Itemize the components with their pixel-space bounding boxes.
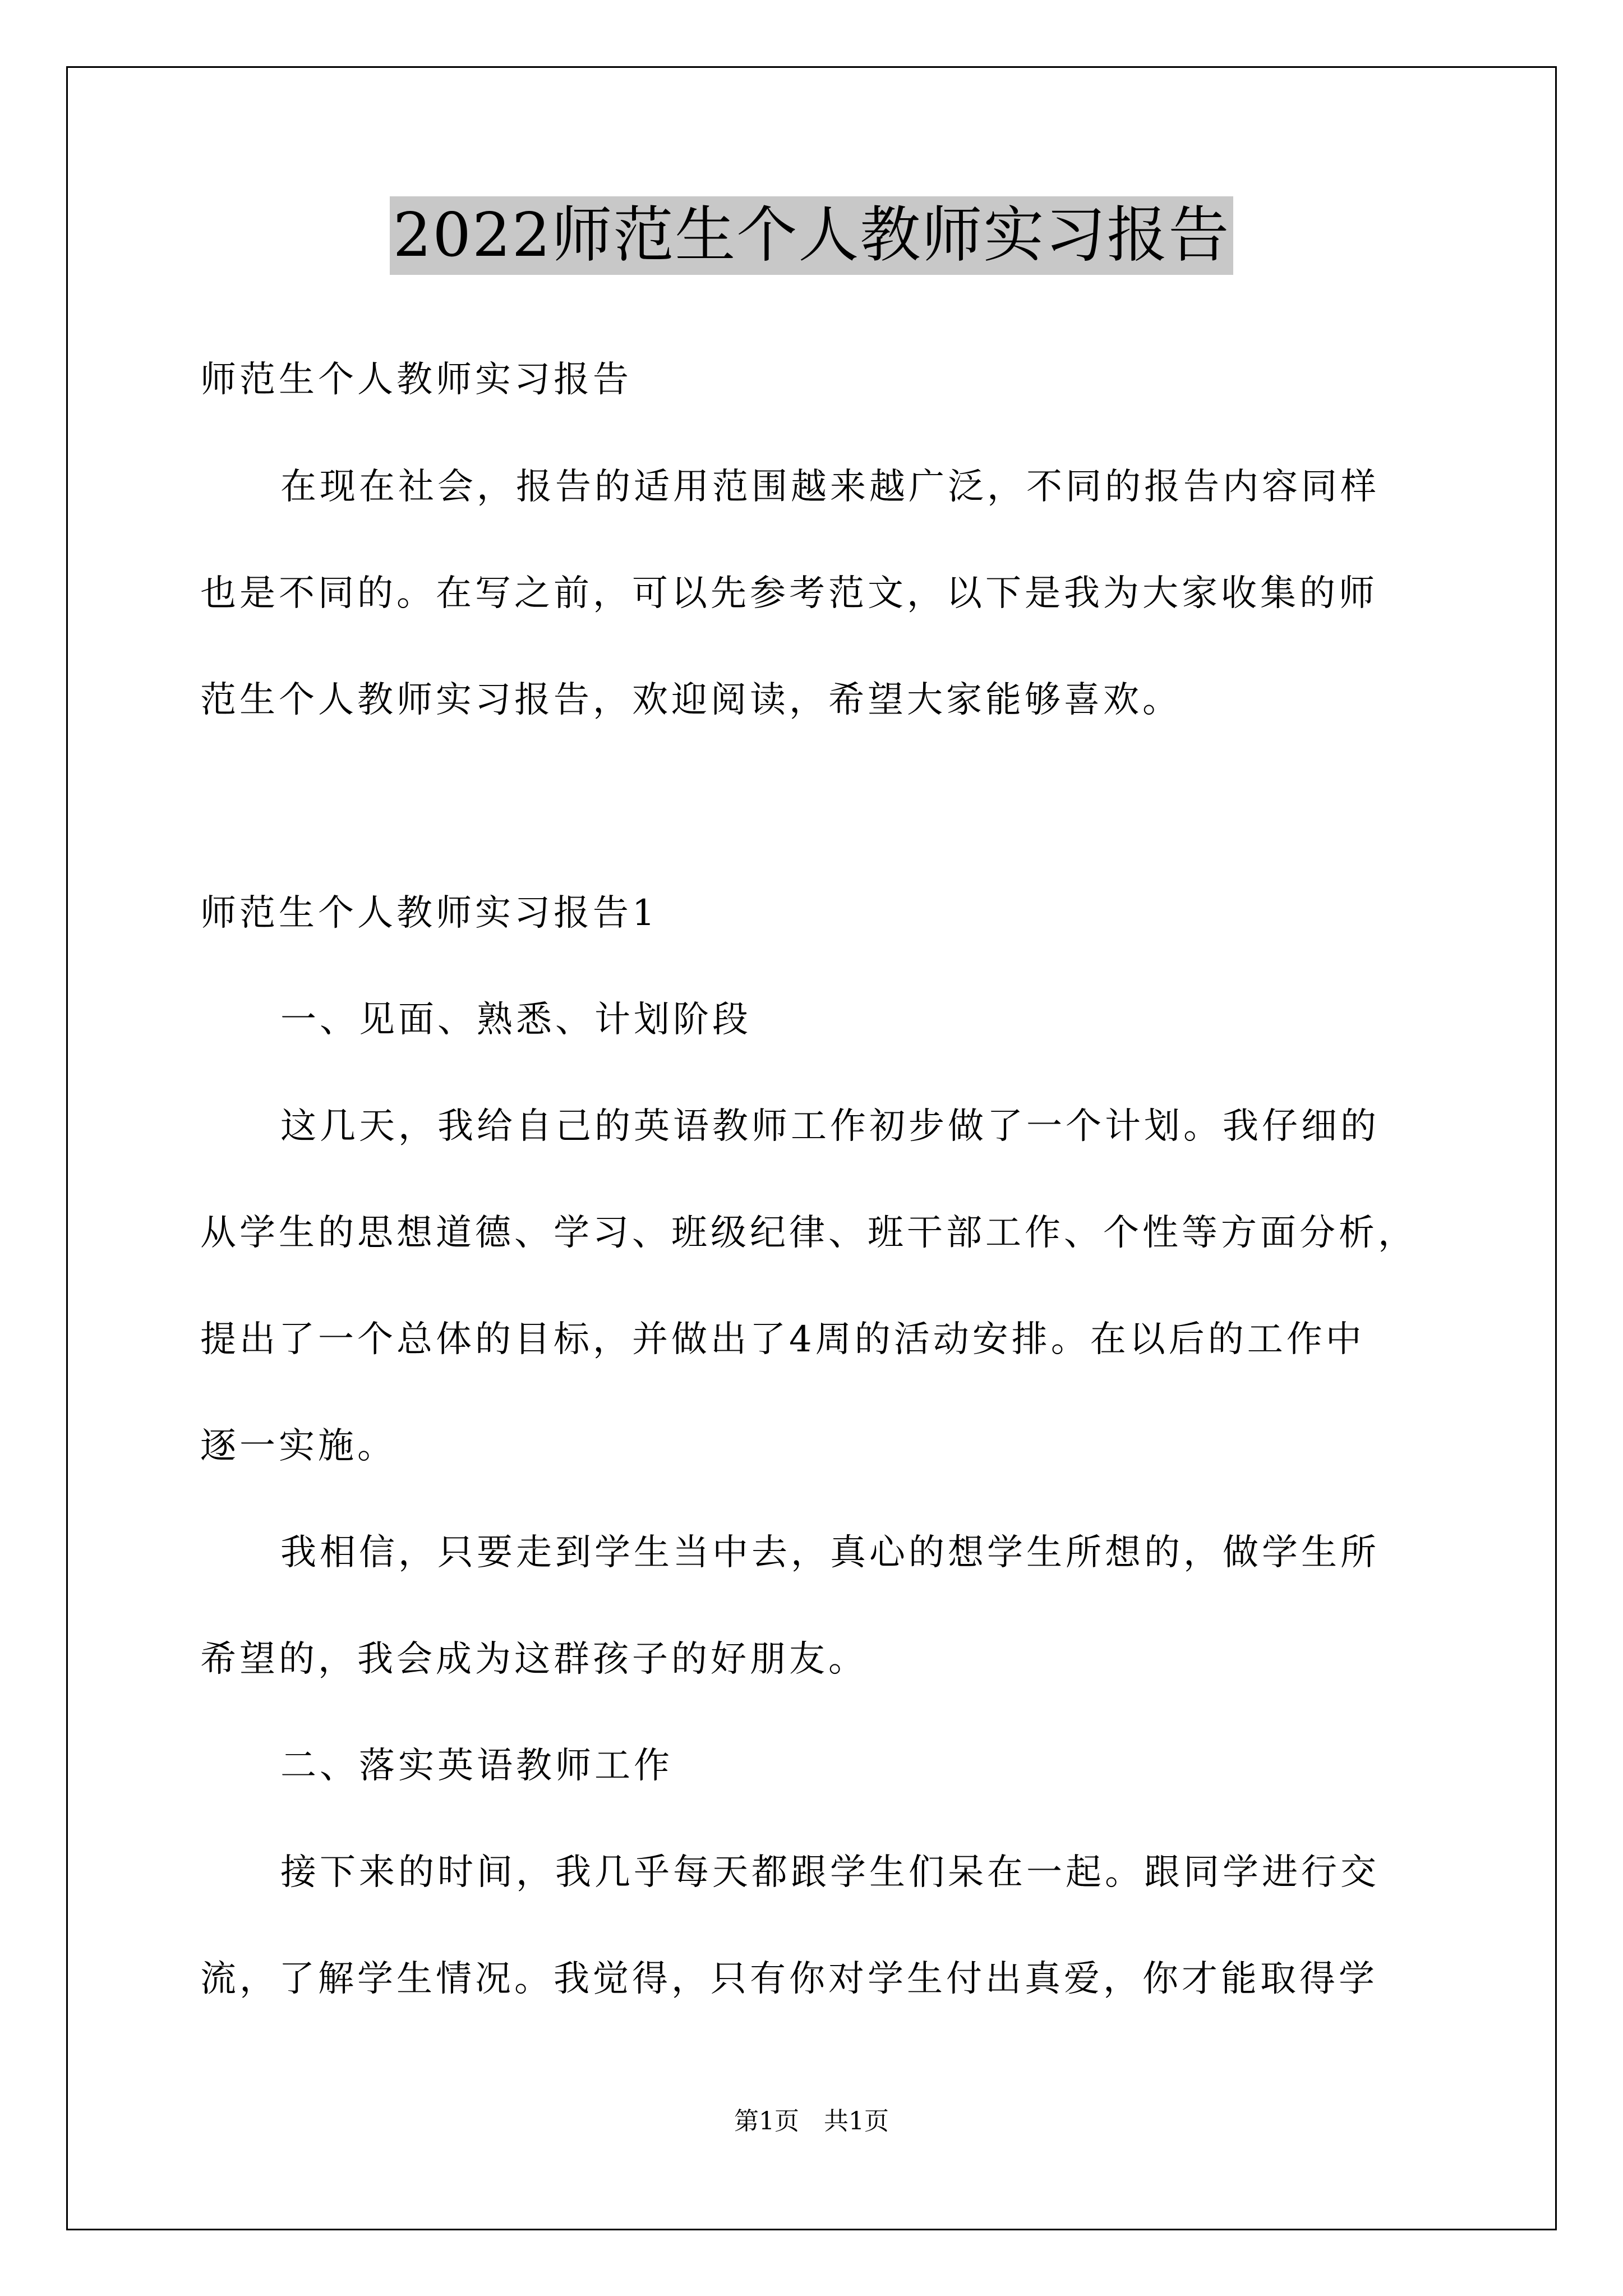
document-subtitle: 师范生个人教师实习报告 xyxy=(200,359,632,401)
para3-line-2: 流，了解学生情况。我觉得，只有你对学生付出真爱，你才能取得学 xyxy=(200,1958,1378,2000)
intro-line-1: 在现在社会，报告的适用范围越来越广泛，不同的报告内容同样 xyxy=(280,466,1380,508)
para3-line-1: 接下来的时间，我几乎每天都跟学生们呆在一起。跟同学进行交 xyxy=(280,1852,1380,1893)
para1-line-4: 逐一实施。 xyxy=(200,1425,396,1467)
para2-line-2: 希望的，我会成为这群孩子的好朋友。 xyxy=(200,1639,868,1680)
document-title[interactable]: 2022师范生个人教师实习报告 xyxy=(390,196,1234,275)
para1-line-1: 这几天，我给自己的英语教师工作初步做了一个计划。我仔细的 xyxy=(280,1106,1380,1147)
intro-line-2: 也是不同的。在写之前，可以先参考范文，以下是我为大家收集的师 xyxy=(200,573,1378,614)
title-container xyxy=(0,196,1623,275)
heading-1: 一、见面、熟悉、计划阶段 xyxy=(280,999,751,1041)
page-footer: 第1页 共1页 xyxy=(734,2107,889,2136)
para2-line-1: 我相信，只要走到学生当中去，真心的想学生所想的，做学生所 xyxy=(280,1532,1380,1573)
heading-2: 二、落实英语教师工作 xyxy=(280,1745,673,1787)
section-title: 师范生个人教师实习报告1 xyxy=(200,892,658,934)
para1-line-2: 从学生的思想道德、学习、班级纪律、班干部工作、个性等方面分析， xyxy=(200,1212,1417,1254)
para1-line-3: 提出了一个总体的目标，并做出了4周的活动安排。在以后的工作中 xyxy=(200,1319,1365,1360)
intro-line-3: 范生个人教师实习报告，欢迎阅读，希望大家能够喜欢。 xyxy=(200,679,1182,721)
